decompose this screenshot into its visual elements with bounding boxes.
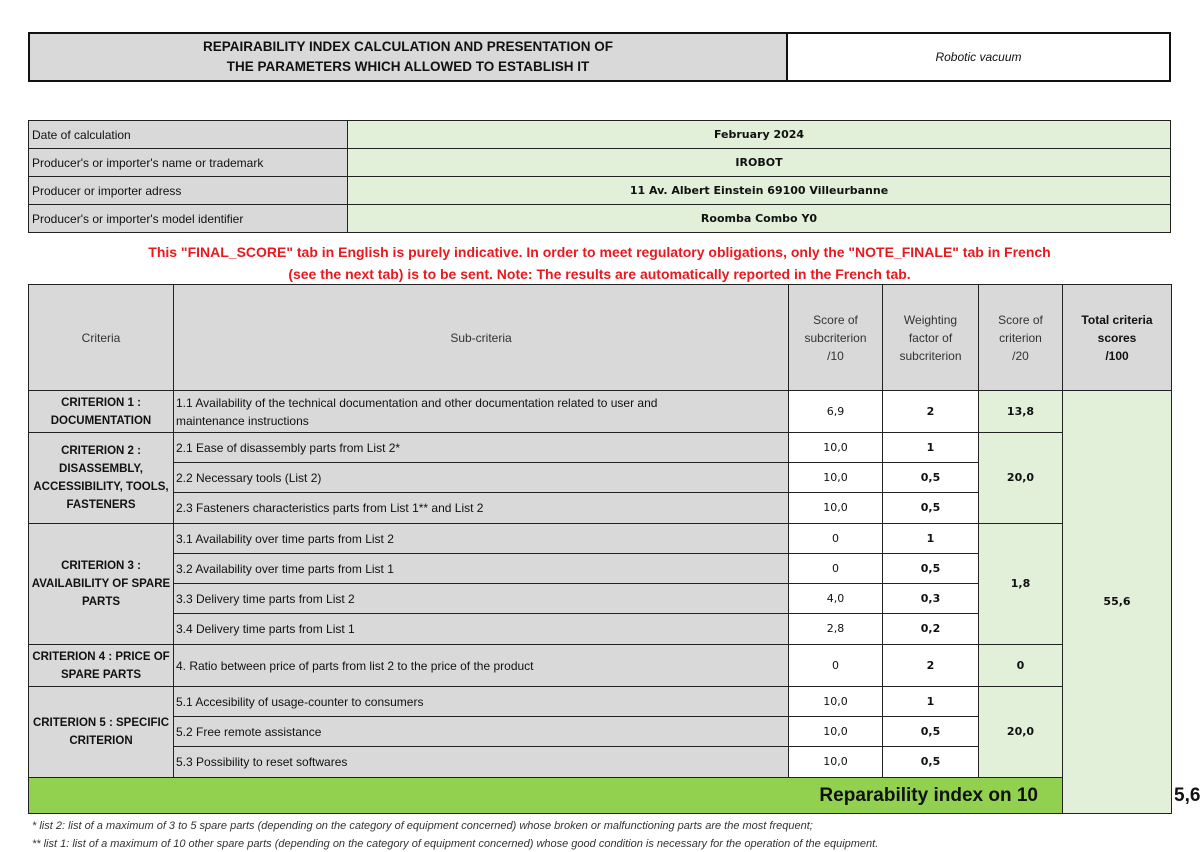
sub-score: 10,0 (789, 717, 883, 747)
sub-weight: 1 (883, 524, 979, 554)
sub-score: 10,0 (789, 433, 883, 463)
sub-weight: 0,3 (883, 584, 979, 614)
sub-score: 0 (789, 554, 883, 584)
info-row-address (29, 177, 1171, 205)
table-row (29, 687, 1172, 717)
info-value: February 2024 (348, 121, 1171, 149)
page-title (28, 32, 788, 82)
info-row-model (29, 205, 1171, 233)
criterion-5-score: 20,0 (979, 687, 1063, 778)
notice-line-2: (see the next tab) is to be sent. Note: The results are automatically reported in the French tab. (288, 266, 911, 282)
sub-score: 0 (789, 645, 883, 687)
sub-criterion-label: 2.3 Fasteners characteristics parts from List 1** and List 2 (174, 493, 789, 524)
sub-criterion-label: 5.1 Accesibility of usage-counter to consumers (174, 687, 789, 717)
info-label: Producer or importer adress (29, 177, 348, 205)
header-row (29, 285, 1172, 391)
table-row (29, 433, 1172, 463)
criterion-5-name: CRITERION 5 : SPECIFIC CRITERION (29, 687, 174, 778)
sub-weight: 0,5 (883, 463, 979, 493)
info-value: IROBOT (348, 149, 1171, 177)
sub-criterion-label: 5.3 Possibility to reset softwares (174, 747, 789, 778)
criterion-1-score: 13,8 (979, 391, 1063, 433)
sub-weight: 0,5 (883, 554, 979, 584)
sub-weight: 0,5 (883, 493, 979, 524)
criterion-3-score: 1,8 (979, 524, 1063, 645)
info-label: Date of calculation (29, 121, 348, 149)
sub-weight: 2 (883, 391, 979, 433)
criterion-1-name: CRITERION 1 : DOCUMENTATION (29, 391, 174, 433)
table-row (29, 524, 1172, 554)
footnote-list-1: ** list 1: list of a maximum of 10 other spare parts (depending on the category of equipment concerned) whose good condition is necessary for the operation of the equipment. (32, 838, 879, 850)
sub-score: 10,0 (789, 747, 883, 778)
title-line-1: REPAIRABILITY INDEX CALCULATION AND PRESENTATION OF (202, 39, 613, 54)
sub-criterion-label: 3.1 Availability over time parts from List 2 (174, 524, 789, 554)
sub-weight: 2 (883, 645, 979, 687)
col-score-crit: Score of criterion /20 (979, 285, 1063, 391)
sub-criterion-label: 3.4 Delivery time parts from List 1 (174, 614, 789, 645)
info-value: Roomba Combo Y0 (348, 205, 1171, 233)
criterion-2-score: 20,0 (979, 433, 1063, 524)
col-weight: Weighting factor of subcriterion (883, 285, 979, 391)
sub-score: 10,0 (789, 687, 883, 717)
info-table (28, 120, 1171, 233)
notice-line-1: This "FINAL_SCORE" tab in English is purely indicative. In order to meet regulatory obligations, only the "NOTE_FINALE" tab in French (148, 244, 1051, 260)
sub-criterion-label: 4. Ratio between price of parts from list 2 to the price of the product (174, 645, 789, 687)
criterion-4-name: CRITERION 4 : PRICE OF SPARE PARTS (29, 645, 174, 687)
info-value: 11 Av. Albert Einstein 69100 Villeurbanne (348, 177, 1171, 205)
col-total: Total criteria scores /100 (1063, 285, 1172, 391)
info-row-date (29, 121, 1171, 149)
col-score-sub: Score of subcriterion /10 (789, 285, 883, 391)
col-sub-criteria: Sub-criteria (174, 285, 789, 391)
sub-weight: 0,5 (883, 747, 979, 778)
sub-criterion-label: 3.3 Delivery time parts from List 2 (174, 584, 789, 614)
col-criteria: Criteria (29, 285, 174, 391)
regulatory-notice (28, 241, 1171, 285)
title-line-2: THE PARAMETERS WHICH ALLOWED TO ESTABLISH IT (226, 59, 590, 74)
sub-score: 10,0 (789, 463, 883, 493)
sub-criterion-label: 5.2 Free remote assistance (174, 717, 789, 747)
table-row (29, 645, 1172, 687)
sub-criterion-label: 1.1 Availability of the technical documentation and other documentation related to user and maintenance instructions (174, 391, 789, 433)
criterion-4-score: 0 (979, 645, 1063, 687)
info-label: Producer's or importer's model identifier (29, 205, 348, 233)
criterion-3-name: CRITERION 3 : AVAILABILITY OF SPARE PARTS (29, 524, 174, 645)
sub-score: 0 (789, 524, 883, 554)
table-row (29, 391, 1172, 433)
info-label: Producer's or importer's name or trademark (29, 149, 348, 177)
product-category: Robotic vacuum (786, 32, 1171, 82)
index-row: Reparability index on 10 5,6 (29, 778, 1172, 814)
sub-weight: 1 (883, 433, 979, 463)
total-criteria-score: 55,6 (1063, 391, 1172, 814)
sub-score: 4,0 (789, 584, 883, 614)
sub-criterion-label: 2.2 Necessary tools (List 2) (174, 463, 789, 493)
sub-weight: 0,2 (883, 614, 979, 645)
info-row-name (29, 149, 1171, 177)
criterion-2-name: CRITERION 2 : DISASSEMBLY, ACCESSIBILITY, TOOLS, FASTENERS (29, 433, 174, 524)
score-table (28, 284, 1200, 814)
footnote-list-2: * list 2: list of a maximum of 3 to 5 spare parts (depending on the category of equipment concerned) whose broken or malfunctioning parts are the most frequent; (32, 820, 813, 832)
sub-weight: 1 (883, 687, 979, 717)
sub-score: 6,9 (789, 391, 883, 433)
sub-weight: 0,5 (883, 717, 979, 747)
sub-criterion-label: 3.2 Availability over time parts from List 1 (174, 554, 789, 584)
sub-score: 10,0 (789, 493, 883, 524)
reparability-index-label: Reparability index on 10 (29, 778, 1063, 814)
sub-criterion-label: 2.1 Ease of disassembly parts from List 2* (174, 433, 789, 463)
sub-score: 2,8 (789, 614, 883, 645)
